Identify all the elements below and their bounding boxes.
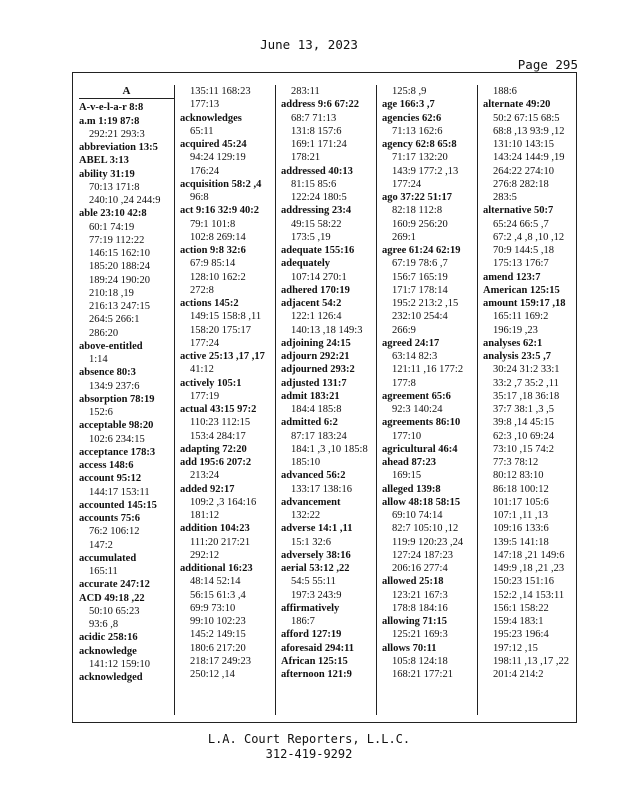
page-reference: 144:17 153:11	[89, 486, 150, 498]
page-reference: 146:15 162:10	[89, 248, 150, 259]
index-column-4	[382, 85, 477, 715]
page-reference: 266:9	[392, 324, 416, 336]
page-reference: 50:10 65:23	[89, 605, 140, 617]
index-term: African 125:15	[281, 655, 348, 667]
page-reference: 109:16 133:6	[493, 523, 549, 535]
page-reference: 65:11	[190, 125, 214, 137]
page-reference: 41:12	[190, 364, 214, 376]
page-reference: 189:24 190:20	[89, 274, 150, 286]
page-reference: 71:17 132:20	[392, 152, 448, 164]
index-term: actions 145:2	[180, 298, 239, 309]
page-reference: 33:2 ,7 35:2 ,11	[493, 377, 559, 389]
page-reference: 143:9 177:2 ,13	[392, 165, 459, 177]
page-reference: 198:11 ,13 ,17 ,22	[493, 655, 570, 667]
index-term: actual 43:15 97:2	[180, 404, 257, 415]
index-term: age 166:3 ,7	[382, 99, 435, 111]
index-term: ability 31:19	[79, 168, 135, 180]
page-reference: 48:14 52:14	[190, 576, 241, 588]
index-term: accounts 75:6	[79, 513, 140, 524]
index-term: A-v-e-l-a-r 8:8	[79, 102, 144, 114]
index-term: alternate 49:20	[483, 99, 551, 111]
page-reference: 149:9 ,18 ,21 ,23	[493, 563, 565, 574]
page-reference: 96:8	[190, 192, 209, 203]
column-divider	[174, 85, 175, 715]
index-term: analyses 62:1	[483, 337, 543, 349]
page-reference: 196:19 ,23	[493, 324, 538, 336]
index-term: agreements 86:10	[382, 417, 461, 429]
page-reference: 62:3 ,10 69:24	[493, 430, 554, 442]
page-reference: 159:4 183:1	[493, 616, 544, 627]
page-reference: 145:2 149:15	[190, 629, 246, 641]
page-reference: 276:8 282:18	[493, 178, 549, 190]
page-reference: 283:5	[493, 192, 517, 203]
page-reference: 39:8 ,14 45:15	[493, 417, 554, 429]
index-column-1	[79, 85, 174, 715]
page-reference: 186:7	[291, 616, 315, 627]
page-reference: 177:19	[190, 390, 220, 402]
index-column-3	[281, 85, 376, 715]
page-reference: 86:18 100:12	[493, 483, 549, 495]
page-reference: 264:5 266:1	[89, 314, 140, 326]
index-term: admitted 6:2	[281, 417, 338, 429]
page-reference: 264:22 274:10	[493, 165, 554, 177]
page-reference: 1:14	[89, 354, 108, 365]
page-reference: 111:20 217:21	[190, 536, 251, 548]
page-reference: 68:8 ,13 93:9 ,12	[493, 125, 565, 137]
page-reference: 121:11 ,16 177:2	[392, 364, 464, 376]
index-term: additional 16:23	[180, 563, 253, 574]
index-term: add 195:6 207:2	[180, 457, 252, 468]
page-reference: 152:6	[89, 407, 113, 418]
page-reference: 232:10 254:4	[392, 311, 448, 323]
page-reference: 185:10	[291, 457, 321, 468]
page-reference: 147:2	[89, 539, 113, 551]
page-reference: 140:13 ,18 149:3	[291, 324, 363, 336]
page-reference: 269:1	[392, 231, 416, 243]
page-reference: 240:10 ,24 244:9	[89, 195, 161, 206]
page-reference: 184:4 185:8	[291, 404, 342, 415]
page-reference: 131:10 143:15	[493, 139, 554, 150]
index-term: acknowledge	[79, 645, 137, 657]
index-term: advancement	[281, 496, 341, 508]
page-reference: 99:10 102:23	[190, 616, 246, 627]
index-term: affirmatively	[281, 602, 340, 614]
page-reference: 158:20 175:17	[190, 324, 251, 336]
page-reference: 147:18 ,21 149:6	[493, 549, 565, 561]
page-reference: 65:24 66:5 ,7	[493, 218, 549, 230]
page-reference: 60:1 74:19	[89, 221, 135, 233]
page-reference: 177:24	[190, 337, 220, 349]
page-reference: 201:4 214:2	[493, 669, 544, 680]
page-reference: 67:9 85:14	[190, 258, 236, 270]
index-term: actively 105:1	[180, 377, 242, 389]
index-term: address 9:6 67:22	[281, 99, 359, 111]
page-reference: 156:1 158:22	[493, 602, 549, 614]
index-term: acceptable 98:20	[79, 420, 154, 432]
page-reference: 35:17 ,18 36:18	[493, 390, 560, 402]
index-term: addressed 40:13	[281, 165, 353, 177]
index-term: allowing 71:15	[382, 616, 448, 627]
index-term: afford 127:19	[281, 629, 342, 641]
page-reference: 165:11 169:2	[493, 311, 549, 323]
page-reference: 156:7 165:19	[392, 271, 448, 283]
index-column-5	[483, 85, 578, 715]
page-reference: 105:8 124:18	[392, 655, 448, 667]
page-reference: 92:3 140:24	[392, 404, 443, 415]
page-reference: 206:16 277:4	[392, 563, 448, 574]
index-term: accumulated	[79, 552, 137, 564]
page-reference: 107:1 ,11 ,13	[493, 510, 549, 521]
page-reference: 178:21	[291, 152, 321, 164]
page-reference: 153:4 284:17	[190, 430, 246, 442]
page-reference: 125:21 169:3	[392, 629, 448, 641]
page-reference: 94:24 129:19	[190, 152, 246, 164]
page-reference: 125:8 ,9	[392, 86, 427, 97]
page-reference: 82:18 112:8	[392, 205, 443, 217]
page-reference: 176:24	[190, 165, 220, 177]
index-term: alleged 139:8	[382, 483, 441, 495]
index-term: advanced 56:2	[281, 470, 346, 482]
column-divider	[477, 85, 478, 715]
page-reference: 180:6 217:20	[190, 642, 246, 654]
index-term: absorption 78:19	[79, 393, 155, 405]
page-reference: 68:7 71:13	[291, 112, 337, 124]
page-reference: 135:11 168:23	[190, 86, 251, 97]
index-term: agricultural 46:4	[382, 443, 458, 455]
index-term: adapting 72:20	[180, 443, 247, 455]
page-reference: 110:23 112:15	[190, 417, 251, 429]
page-reference: 30:24 31:2 33:1	[493, 364, 560, 376]
index-term: adequate 155:16	[281, 245, 355, 256]
page-reference: 81:15 85:6	[291, 178, 337, 190]
index-term: agencies 62:6	[382, 112, 442, 124]
index-term: abbreviation 13:5	[79, 142, 158, 153]
index-term: agree 61:24 62:19	[382, 245, 461, 256]
index-term: accounted 145:15	[79, 499, 157, 511]
page-reference: 56:15 61:3 ,4	[190, 589, 246, 601]
page-reference: 67:2 ,4 ,8 ,10 ,12	[493, 231, 565, 243]
page-reference: 165:11	[89, 566, 118, 577]
page-reference: 197:12 ,15	[493, 642, 538, 654]
index-term: agreement 65:6	[382, 390, 451, 402]
page-reference: 195:2 213:2 ,15	[392, 298, 459, 309]
page-reference: 143:24 144:9 ,19	[493, 152, 565, 164]
index-term: adjourned 293:2	[281, 364, 355, 376]
index-term: adjusted 131:7	[281, 377, 347, 389]
index-column-2	[180, 85, 275, 715]
section-letter: A	[79, 85, 174, 99]
page-reference: 82:7 105:10 ,12	[392, 523, 459, 535]
page-reference: 141:12 159:10	[89, 658, 150, 670]
index-term: acquisition 58:2 ,4	[180, 178, 262, 190]
index-frame	[72, 72, 577, 723]
page-reference: 70:9 144:5 ,18	[493, 245, 554, 256]
page-reference: 67:19 78:6 ,7	[392, 258, 448, 270]
page-reference: 188:6	[493, 86, 517, 97]
page-number: Page 295	[517, 57, 578, 72]
page-reference: 63:14 82:3	[392, 351, 438, 362]
index-term: ahead 87:23	[382, 457, 436, 468]
index-term: acceptance 178:3	[79, 446, 156, 458]
index-term: adequately	[281, 258, 331, 270]
page-reference: 286:20	[89, 327, 119, 339]
page-reference: 107:14 270:1	[291, 271, 347, 283]
index-term: acknowledges	[180, 112, 242, 124]
index-term: access 148:6	[79, 460, 134, 471]
page-reference: 195:23 196:4	[493, 629, 549, 641]
index-term: American 125:15	[483, 284, 560, 296]
page-reference: 127:24 187:23	[392, 549, 453, 561]
page-reference: 283:11	[291, 86, 320, 97]
transcript-date: June 13, 2023	[260, 37, 358, 52]
page-reference: 37:7 38:1 ,3 ,5	[493, 404, 554, 415]
index-term: agreed 24:17	[382, 337, 440, 349]
index-term: addition 104:23	[180, 523, 250, 535]
page-reference: 177:24	[392, 178, 422, 190]
page-reference: 169:15	[392, 470, 422, 482]
page-reference: 169:1 171:24	[291, 139, 347, 150]
page-reference: 71:13 162:6	[392, 125, 443, 137]
page-reference: 168:21 177:21	[392, 669, 453, 680]
page-reference: 69:9 73:10	[190, 602, 236, 614]
reporter-phone: 312-419-9292	[265, 747, 353, 761]
page-reference: 132:22	[291, 510, 321, 521]
page-reference: 185:20 188:24	[89, 261, 150, 273]
index-term: alternative 50:7	[483, 205, 554, 217]
column-divider	[376, 85, 377, 715]
page-reference: 152:2 ,14 153:11	[493, 589, 565, 601]
index-term: account 95:12	[79, 473, 142, 485]
index-term: acknowledged	[79, 672, 143, 683]
index-term: admit 183:21	[281, 390, 340, 402]
page-reference: 177:8	[392, 377, 416, 389]
page-reference: 73:10 ,15 74:2	[493, 443, 554, 455]
page-reference: 292:21 293:3	[89, 128, 145, 140]
page-reference: 177:10	[392, 430, 422, 442]
index-term: allowed 25:18	[382, 576, 444, 588]
index-term: adhered 170:19	[281, 284, 350, 296]
index-term: amount 159:17 ,18	[483, 298, 566, 309]
page-reference: 70:13 171:8	[89, 181, 140, 193]
page-reference: 150:23 151:16	[493, 576, 554, 588]
page-reference: 131:8 157:6	[291, 125, 342, 137]
index-term: accurate 247:12	[79, 579, 150, 591]
page-reference: 50:2 67:15 68:5	[493, 112, 560, 124]
index-term: allows 70:11	[382, 642, 437, 654]
index-term: amend 123:7	[483, 271, 541, 283]
index-term: adversely 38:16	[281, 549, 351, 561]
page-reference: 119:9 120:23 ,24	[392, 536, 464, 548]
page-reference: 69:10 74:14	[392, 510, 443, 521]
page-reference: 178:8 184:16	[392, 602, 448, 614]
index-term: absence 80:3	[79, 367, 136, 379]
index-term: adjourn 292:21	[281, 351, 350, 362]
index-term: addressing 23:4	[281, 205, 352, 217]
page-reference: 128:10 162:2	[190, 271, 246, 283]
index-term: analysis 23:5 ,7	[483, 351, 551, 362]
page-reference: 210:18 ,19	[89, 287, 134, 299]
index-term: allow 48:18 58:15	[382, 496, 461, 508]
page-reference: 134:9 237:6	[89, 380, 140, 392]
page-reference: 102:6 234:15	[89, 433, 145, 445]
page-reference: 149:15 158:8 ,11	[190, 311, 262, 323]
page-reference: 173:5 ,19	[291, 231, 331, 243]
column-divider	[275, 85, 276, 715]
index-term: a.m 1:19 87:8	[79, 115, 140, 127]
page-reference: 77:3 78:12	[493, 457, 539, 468]
index-term: above-entitled	[79, 340, 143, 352]
index-term: adjoining 24:15	[281, 337, 351, 349]
index-term: adverse 14:1 ,11	[281, 523, 353, 535]
page-reference: 109:2 ,3 164:16	[190, 496, 257, 508]
page-reference: 133:17 138:16	[291, 483, 352, 495]
page-reference: 292:12	[190, 549, 220, 561]
page-reference: 54:5 55:11	[291, 576, 336, 588]
page-reference: 177:13	[190, 99, 220, 111]
index-term: ago 37:22 51:17	[382, 192, 452, 203]
page-reference: 122:24 180:5	[291, 192, 347, 203]
page-reference: 250:12 ,14	[190, 669, 235, 680]
index-term: added 92:17	[180, 483, 235, 495]
index-term: acquired 45:24	[180, 139, 247, 150]
page-reference: 213:24	[190, 470, 220, 482]
page-reference: 272:8	[190, 284, 214, 296]
page-reference: 93:6 ,8	[89, 619, 119, 630]
page-reference: 80:12 83:10	[493, 470, 544, 482]
page-reference: 87:17 183:24	[291, 430, 347, 442]
page-reference: 122:1 126:4	[291, 311, 342, 323]
index-term: afternoon 121:9	[281, 669, 352, 680]
page-reference: 101:17 105:6	[493, 496, 549, 508]
page-reference: 171:7 178:14	[392, 284, 448, 296]
page-reference: 123:21 167:3	[392, 589, 448, 601]
index-term: aerial 53:12 ,22	[281, 563, 350, 574]
page-reference: 197:3 243:9	[291, 589, 342, 601]
page-reference: 160:9 256:20	[392, 218, 448, 230]
page-reference: 139:5 141:18	[493, 536, 549, 548]
page-reference: 181:12	[190, 510, 220, 521]
index-term: adjacent 54:2	[281, 298, 342, 309]
index-term: ACD 49:18 ,22	[79, 592, 145, 604]
index-term: acidic 258:16	[79, 632, 138, 644]
index-term: able 23:10 42:8	[79, 208, 147, 220]
page-reference: 218:17 249:23	[190, 655, 251, 667]
page-reference: 184:1 ,3 ,10 185:8	[291, 443, 368, 455]
page-reference: 77:19 112:22	[89, 234, 145, 246]
page-reference: 15:1 32:6	[291, 536, 331, 548]
page-reference: 49:15 58:22	[291, 218, 342, 230]
page-reference: 79:1 101:8	[190, 218, 236, 230]
page-reference: 175:13 176:7	[493, 258, 549, 270]
page-reference: 102:8 269:14	[190, 231, 246, 243]
index-term: active 25:13 ,17 ,17	[180, 351, 265, 362]
index-term: act 9:16 32:9 40:2	[180, 205, 260, 217]
page-reference: 216:13 247:15	[89, 301, 150, 312]
index-term: aforesaid 294:11	[281, 642, 355, 654]
index-term: action 9:8 32:6	[180, 245, 246, 256]
page-footer	[0, 732, 618, 762]
page-reference: 76:2 106:12	[89, 526, 140, 538]
index-term: agency 62:8 65:8	[382, 139, 457, 150]
reporter-name: L.A. Court Reporters, L.L.C.	[207, 732, 411, 746]
index-term: ABEL 3:13	[79, 155, 129, 167]
